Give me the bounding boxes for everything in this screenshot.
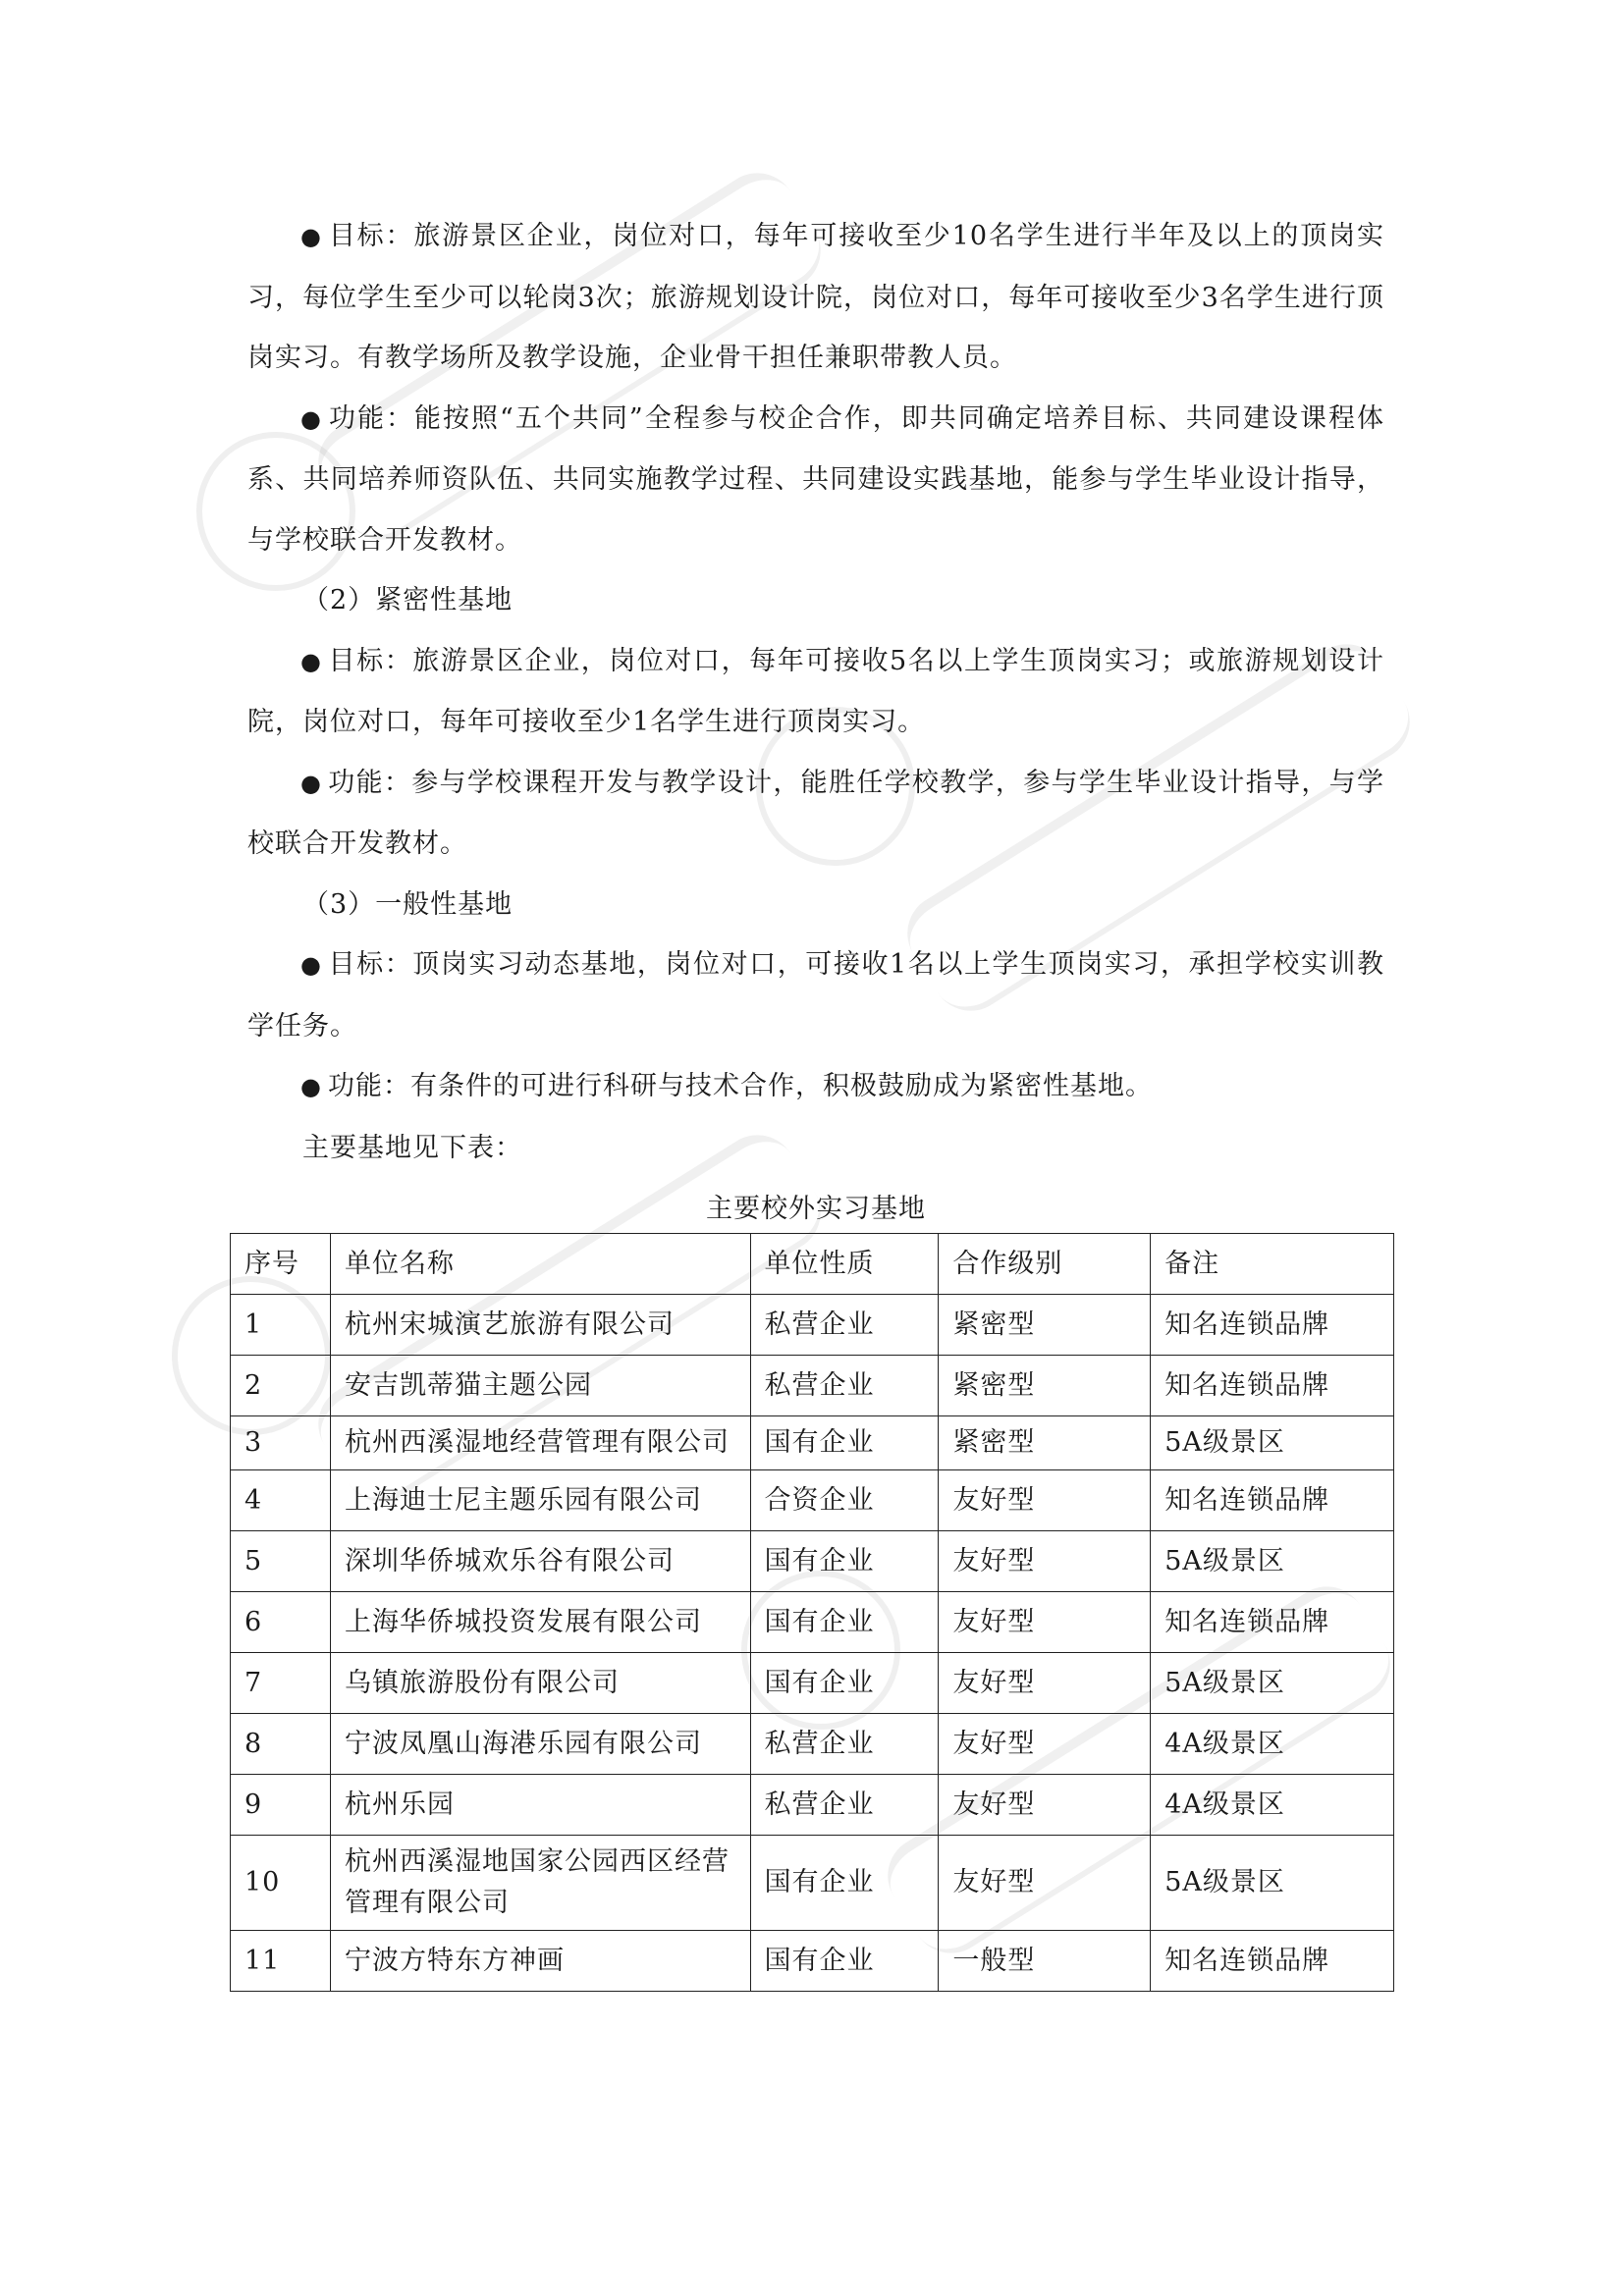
cell-cooperation-level: 紧密型: [939, 1295, 1151, 1356]
cell-cooperation-level: 友好型: [939, 1531, 1151, 1592]
paragraph-text: 主要基地见下表：: [302, 1132, 522, 1163]
cell-cooperation-level: 紧密型: [939, 1416, 1151, 1470]
cell-index: 10: [231, 1836, 331, 1931]
bullet-icon: ●: [300, 1073, 322, 1100]
cell-index: 11: [231, 1931, 331, 1992]
paragraph-text: （2）紧密性基地: [302, 585, 514, 615]
bullet-icon: ●: [300, 647, 323, 675]
table-header-row: [231, 1234, 1394, 1295]
cell-remark: 5A级景区: [1151, 1836, 1394, 1931]
cell-remark: 知名连锁品牌: [1151, 1295, 1394, 1356]
cell-cooperation-level: 一般型: [939, 1931, 1151, 1992]
cell-remark: 5A级景区: [1151, 1416, 1394, 1470]
paragraph: [247, 1118, 1384, 1179]
cell-index: 9: [231, 1775, 331, 1836]
cell-cooperation-level: 紧密型: [939, 1356, 1151, 1416]
cell-unit-name: 宁波凤凰山海港乐园有限公司: [330, 1714, 750, 1775]
bullet-icon: ●: [300, 769, 323, 797]
cell-index: 1: [231, 1295, 331, 1356]
paragraph-text: 功能：能按照“五个共同”全程参与校企合作，即共同确定培养目标、共同建设课程体系、共同培养师资队伍、共同实施教学过程、共同建设实践基地，能参与学生毕业设计指导，与学校联合开发教材。: [247, 402, 1384, 556]
cell-remark: 4A级景区: [1151, 1714, 1394, 1775]
cell-unit-type: 国有企业: [750, 1416, 939, 1470]
cell-cooperation-level: 友好型: [939, 1592, 1151, 1653]
table-row: [231, 1592, 1394, 1653]
cell-remark: 5A级景区: [1151, 1531, 1394, 1592]
table-row: [231, 1416, 1394, 1470]
cell-unit-name: 乌镇旅游股份有限公司: [330, 1653, 750, 1714]
bullet-icon: ●: [300, 951, 323, 979]
table-row: [231, 1295, 1394, 1356]
cell-index: 2: [231, 1356, 331, 1416]
header-index: 序号: [231, 1234, 331, 1295]
header-unit-name: 单位名称: [330, 1234, 750, 1295]
paragraph-text: 目标：旅游景区企业，岗位对口，每年可接收至少10名学生进行半年及以上的顶岗实习，每位学生至少可以轮岗3次；旅游规划设计院，岗位对口，每年可接收至少3名学生进行顶岗实习。有教学场所及教学设施，企业骨干担任兼职带教人员。: [247, 221, 1384, 373]
cell-remark: 4A级景区: [1151, 1775, 1394, 1836]
cell-unit-type: 国有企业: [750, 1653, 939, 1714]
paragraph: [247, 206, 1384, 389]
cell-remark: 知名连锁品牌: [1151, 1356, 1394, 1416]
cell-unit-name: 杭州乐园: [330, 1775, 750, 1836]
header-remark: 备注: [1151, 1234, 1394, 1295]
table-row: [231, 1714, 1394, 1775]
cell-unit-name: 上海华侨城投资发展有限公司: [330, 1592, 750, 1653]
table-row: [231, 1653, 1394, 1714]
table-row: [231, 1470, 1394, 1531]
paragraph-text: 目标：顶岗实习动态基地，岗位对口，可接收1名以上学生顶岗实习，承担学校实训教学任务。: [247, 949, 1384, 1041]
cell-index: 8: [231, 1714, 331, 1775]
paragraph: [247, 389, 1384, 571]
cell-remark: 知名连锁品牌: [1151, 1931, 1394, 1992]
cell-cooperation-level: 友好型: [939, 1836, 1151, 1931]
cell-unit-name: 上海迪士尼主题乐园有限公司: [330, 1470, 750, 1531]
cell-index: 4: [231, 1470, 331, 1531]
paragraph: [247, 753, 1384, 875]
cell-index: 7: [231, 1653, 331, 1714]
cell-unit-type: 私营企业: [750, 1356, 939, 1416]
paragraph: [247, 631, 1384, 753]
table-row: [231, 1836, 1394, 1931]
table-row: [231, 1775, 1394, 1836]
paragraph: [247, 875, 1384, 935]
cell-cooperation-level: 友好型: [939, 1775, 1151, 1836]
paragraph-text: 目标：旅游景区企业，岗位对口，每年可接收5名以上学生顶岗实习；或旅游规划设计院，岗位对口，每年可接收至少1名学生进行顶岗实习。: [247, 645, 1384, 737]
header-cooperation-level: 合作级别: [939, 1234, 1151, 1295]
cell-index: 6: [231, 1592, 331, 1653]
cell-unit-type: 私营企业: [750, 1775, 939, 1836]
cell-unit-type: 私营企业: [750, 1714, 939, 1775]
document-body: [244, 206, 1384, 1992]
table-row: [231, 1931, 1394, 1992]
cell-unit-type: 私营企业: [750, 1295, 939, 1356]
cell-unit-name: 杭州西溪湿地国家公园西区经营管理有限公司: [330, 1836, 750, 1931]
cell-unit-type: 国有企业: [750, 1531, 939, 1592]
cell-unit-type: 合资企业: [750, 1470, 939, 1531]
paragraph-text: 功能：有条件的可进行科研与技术合作，积极鼓励成为紧密性基地。: [327, 1071, 1153, 1101]
cell-unit-name: 安吉凯蒂猫主题公园: [330, 1356, 750, 1416]
header-unit-type: 单位性质: [750, 1234, 939, 1295]
cell-cooperation-level: 友好型: [939, 1714, 1151, 1775]
cell-remark: 5A级景区: [1151, 1653, 1394, 1714]
cell-unit-type: 国有企业: [750, 1931, 939, 1992]
cell-cooperation-level: 友好型: [939, 1470, 1151, 1531]
cell-index: 3: [231, 1416, 331, 1470]
table-row: [231, 1531, 1394, 1592]
cell-remark: 知名连锁品牌: [1151, 1592, 1394, 1653]
paragraph: [247, 570, 1384, 631]
cell-unit-name: 深圳华侨城欢乐谷有限公司: [330, 1531, 750, 1592]
cell-unit-name: 杭州西溪湿地经营管理有限公司: [330, 1416, 750, 1470]
cell-unit-type: 国有企业: [750, 1592, 939, 1653]
internship-base-table: [230, 1233, 1394, 1992]
paragraph-list: [247, 206, 1384, 1178]
cell-cooperation-level: 友好型: [939, 1653, 1151, 1714]
cell-remark: 知名连锁品牌: [1151, 1470, 1394, 1531]
bullet-icon: ●: [300, 223, 323, 250]
paragraph-text: 功能：参与学校课程开发与教学设计，能胜任学校教学，参与学生毕业设计指导，与学校联合开发教材。: [247, 767, 1384, 859]
paragraph-text: （3）一般性基地: [302, 888, 514, 920]
cell-unit-type: 国有企业: [750, 1836, 939, 1931]
paragraph: [247, 934, 1384, 1056]
table-row: [231, 1356, 1394, 1416]
table-title: 主要校外实习基地: [706, 1194, 926, 1224]
cell-unit-name: 杭州宋城演艺旅游有限公司: [330, 1295, 750, 1356]
cell-unit-name: 宁波方特东方神画: [330, 1931, 750, 1992]
paragraph: [247, 1056, 1384, 1118]
cell-index: 5: [231, 1531, 331, 1592]
bullet-icon: ●: [300, 404, 323, 433]
